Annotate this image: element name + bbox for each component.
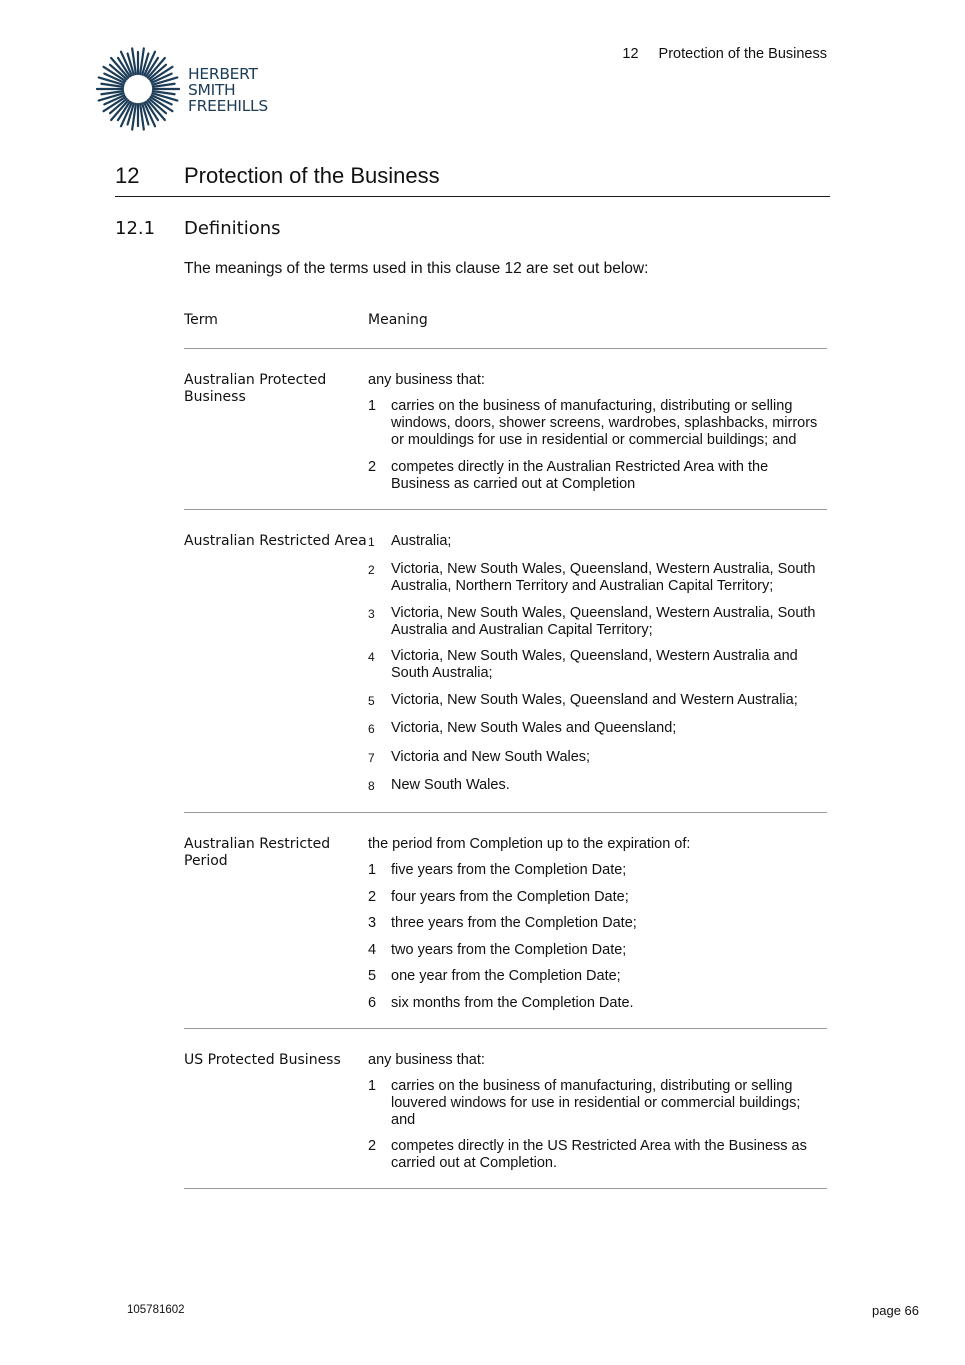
list-item-text: Victoria, New South Wales and Queensland;	[391, 720, 677, 736]
definition-meaning	[368, 813, 827, 1029]
definition-term: US Protected Business	[184, 1028, 368, 1189]
table-row	[184, 813, 827, 1029]
subsection-title: Definitions	[184, 218, 281, 239]
list-item-text: carries on the business of manufacturing, distributing or selling louvered windows for use in residential or commercial buildings; and	[391, 1077, 801, 1128]
list-item-number: 8	[368, 779, 375, 793]
section-title: Protection of the Business	[184, 163, 440, 188]
list-item-number: 5	[368, 968, 377, 984]
subsection-heading	[115, 218, 281, 239]
list-item-number: 2	[368, 563, 375, 577]
list-item-text: six months from the Completion Date.	[391, 994, 634, 1011]
running-header	[622, 46, 827, 62]
list-item-text: four years from the Completion Date;	[391, 888, 629, 905]
list-item	[368, 561, 827, 595]
subsection-number: 12.1	[115, 218, 156, 239]
list-item-number: 1	[368, 534, 375, 549]
list-item	[368, 942, 827, 959]
meaning-lead: any business that:	[368, 372, 485, 388]
meaning-list	[368, 398, 827, 493]
list-item-text: Australia;	[391, 532, 452, 549]
header-term: Term	[184, 302, 368, 349]
meaning-lead: the period from Completion up to the expiration of:	[368, 836, 691, 852]
list-item-text: Victoria, New South Wales, Queensland and Western Australia;	[391, 691, 798, 708]
meaning-list	[368, 533, 827, 797]
table-header-row	[184, 302, 827, 349]
list-item	[368, 648, 827, 682]
page-number: page 66	[872, 1303, 919, 1318]
list-item	[368, 749, 827, 768]
list-item-number: 3	[368, 915, 377, 931]
list-item	[368, 692, 827, 711]
list-item-text: five years from the Completion Date;	[391, 862, 627, 878]
list-item	[368, 995, 827, 1012]
list-item-text: competes directly in the US Restricted Area with the Business as carried out at Completion.	[391, 1138, 807, 1171]
definition-meaning	[368, 509, 827, 813]
logo-line-1: HERBERT	[188, 65, 258, 83]
list-item-text: Victoria, New South Wales, Queensland, Western Australia, South Australia and Australian Capital Territory;	[391, 604, 816, 638]
list-item	[368, 968, 827, 985]
list-item	[368, 533, 827, 552]
definition-term: Australian Restricted Period	[184, 813, 368, 1029]
list-item-number: 1	[368, 1077, 377, 1094]
list-item	[368, 777, 827, 796]
list-item-number: 1	[368, 862, 377, 878]
list-item-number: 3	[368, 606, 375, 621]
definition-meaning	[368, 1028, 827, 1189]
list-item-text: three years from the Completion Date;	[391, 915, 637, 931]
list-item-text: Victoria, New South Wales, Queensland, Western Australia, South Australia, Northern Territory and Australian Capital Territory;	[391, 561, 816, 594]
list-item-number: 6	[368, 722, 375, 736]
list-item-number: 5	[368, 693, 375, 708]
definition-term: Australian Protected Business	[184, 349, 368, 510]
list-item	[368, 398, 827, 449]
list-item	[368, 862, 827, 879]
definitions-table	[184, 302, 827, 1189]
list-item-text: New South Wales.	[391, 777, 510, 793]
company-logo	[96, 46, 296, 136]
list-item-text: one year from the Completion Date;	[391, 968, 621, 984]
list-item	[368, 915, 827, 932]
list-item-text: carries on the business of manufacturing, distributing or selling windows, doors, shower screens, wardrobes, splashbacks, mirrors or mouldings for use in residential or commercial buildings; and	[391, 398, 818, 448]
table-row	[184, 1028, 827, 1189]
document-id: 105781602	[127, 1304, 185, 1316]
list-item-number: 6	[368, 994, 377, 1011]
starburst-icon	[96, 46, 180, 132]
list-item-text: two years from the Completion Date;	[391, 941, 627, 958]
list-item	[368, 720, 827, 739]
list-item	[368, 1138, 827, 1172]
meaning-list	[368, 862, 827, 1012]
running-header-number: 12	[622, 46, 639, 62]
list-item-number: 7	[368, 750, 375, 765]
list-item-text: competes directly in the Australian Restricted Area with the Business as carried out at Completion	[391, 458, 769, 492]
running-header-title: Protection of the Business	[658, 46, 827, 62]
intro-paragraph: The meanings of the terms used in this clause 12 are set out below:	[184, 260, 649, 277]
logo-line-3: FREEHILLS	[188, 97, 268, 115]
header-meaning: Meaning	[368, 302, 827, 349]
list-item	[368, 889, 827, 906]
table-row	[184, 509, 827, 813]
logo-wordmark	[188, 66, 268, 114]
logo-line-2: SMITH	[188, 81, 236, 99]
list-item	[368, 459, 827, 493]
meaning-list	[368, 1078, 827, 1173]
list-item-text: Victoria, New South Wales, Queensland, Western Australia and South Australia;	[391, 648, 798, 681]
list-item-number: 1	[368, 398, 377, 414]
list-item-number: 2	[368, 888, 377, 905]
list-item-number: 4	[368, 650, 375, 664]
list-item-text: Victoria and New South Wales;	[391, 748, 591, 765]
list-item	[368, 1078, 827, 1129]
section-number: 12	[115, 163, 140, 188]
definition-meaning	[368, 349, 827, 510]
meaning-lead: any business that:	[368, 1051, 485, 1068]
list-item	[368, 605, 827, 639]
list-item-number: 4	[368, 941, 377, 958]
table-row	[184, 349, 827, 510]
definition-term: Australian Restricted Area	[184, 509, 368, 813]
section-heading	[115, 163, 830, 197]
list-item-number: 2	[368, 458, 377, 475]
list-item-number: 2	[368, 1138, 377, 1154]
